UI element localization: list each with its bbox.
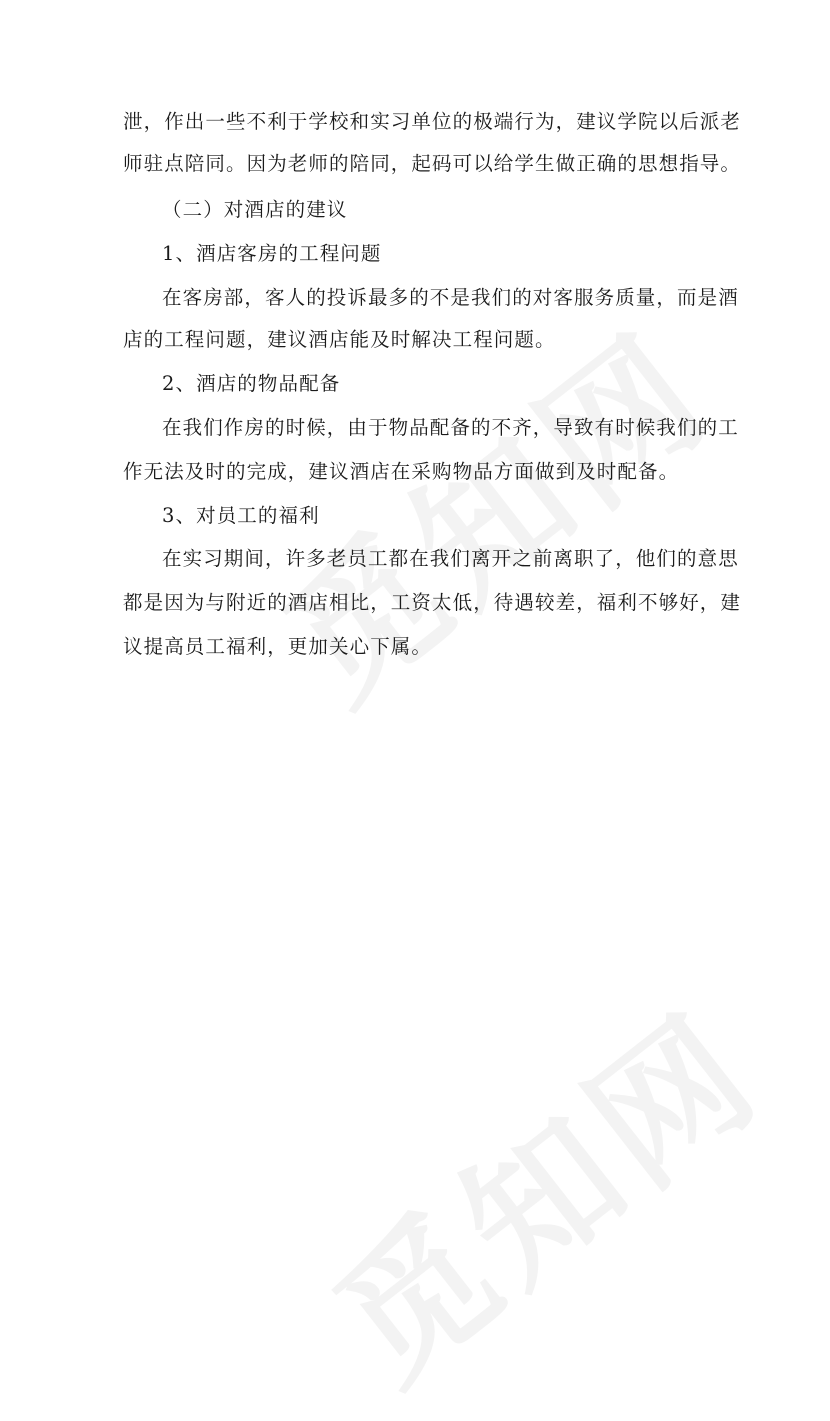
paragraph-line: 店的工程问题，建议酒店能及时解决工程问题。: [123, 328, 556, 351]
subsection-heading: 3、对员工的福利: [162, 504, 320, 527]
paragraph-line: 议提高员工福利，更加关心下属。: [123, 635, 433, 658]
paragraph-line: 师驻点陪同。因为老师的陪同，起码可以给学生做正确的思想指导。: [123, 152, 742, 175]
paragraph-line: 都是因为与附近的酒店相比，工资太低，待遇较差，福利不够好，建: [123, 591, 742, 614]
watermark-logo: [284, 955, 795, 1421]
subsection-heading: 1、酒店客房的工程问题: [162, 242, 382, 265]
section-heading: （二）对酒店的建议: [162, 198, 348, 221]
paragraph-line: 在我们作房的时候，由于物品配备的不齐，导致有时候我们的工: [162, 416, 739, 439]
paragraph-line: 泄，作出一些不利于学校和实习单位的极端行为，建议学院以后派老: [123, 110, 742, 133]
paragraph-line: 作无法及时的完成，建议酒店在采购物品方面做到及时配备。: [123, 460, 680, 483]
subsection-heading: 2、酒店的物品配备: [162, 372, 341, 395]
paragraph-line: 在实习期间，许多老员工都在我们离开之前离职了，他们的意思: [162, 547, 739, 570]
paragraph-line: 在客房部，客人的投诉最多的不是我们的对客服务质量，而是酒: [162, 286, 739, 309]
